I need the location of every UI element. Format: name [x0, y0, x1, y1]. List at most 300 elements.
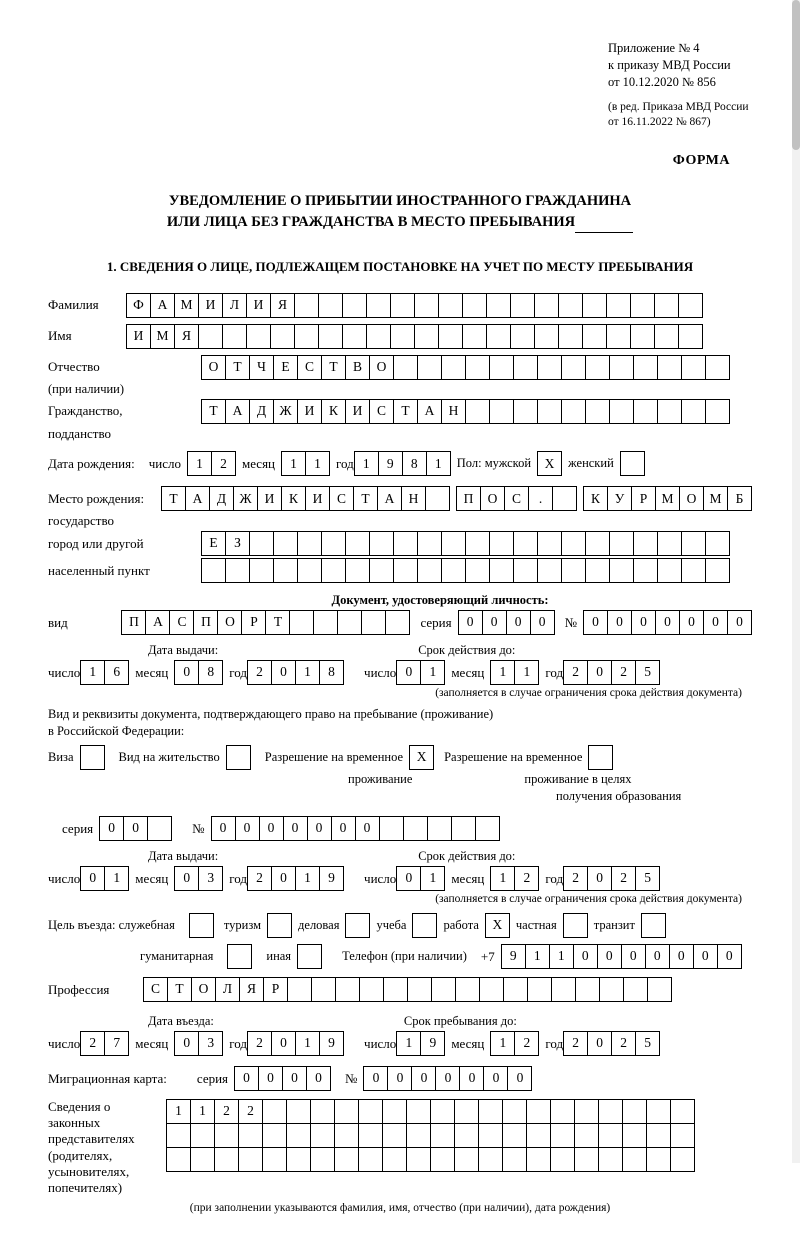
cell[interactable]: 1	[426, 451, 451, 476]
cell[interactable]	[510, 293, 535, 318]
edu-permit-checkbox[interactable]	[588, 745, 613, 770]
cell[interactable]	[342, 293, 367, 318]
cell[interactable]	[465, 399, 490, 424]
cell[interactable]: 0	[587, 660, 612, 685]
cell[interactable]	[465, 531, 490, 556]
cell[interactable]	[310, 1147, 335, 1172]
cell[interactable]: 1	[514, 660, 539, 685]
cell[interactable]: 0	[506, 610, 531, 635]
cell[interactable]	[486, 293, 511, 318]
cell[interactable]: 0	[631, 610, 656, 635]
cell[interactable]	[526, 1147, 551, 1172]
cell[interactable]: Н	[401, 486, 426, 511]
cell[interactable]: Х	[537, 451, 562, 476]
cell[interactable]	[550, 1147, 575, 1172]
cell[interactable]	[294, 293, 319, 318]
cell[interactable]	[654, 293, 679, 318]
cell[interactable]	[417, 558, 442, 583]
cell[interactable]: 0	[411, 1066, 436, 1091]
purpose-other-checkbox[interactable]	[297, 944, 322, 969]
cell[interactable]	[585, 531, 610, 556]
cell[interactable]	[678, 293, 703, 318]
cell[interactable]: 8	[402, 451, 427, 476]
cell[interactable]	[551, 977, 576, 1002]
permit-valid-month-input[interactable]	[490, 866, 539, 891]
cell[interactable]: И	[246, 293, 271, 318]
cell[interactable]	[297, 558, 322, 583]
cell[interactable]	[406, 1147, 431, 1172]
cell[interactable]	[358, 1147, 383, 1172]
cell[interactable]: О	[201, 355, 226, 380]
cell[interactable]	[454, 1147, 479, 1172]
cell[interactable]: Л	[215, 977, 240, 1002]
cell[interactable]: Т	[167, 977, 192, 1002]
cell[interactable]: 0	[123, 816, 148, 841]
cell[interactable]	[310, 1099, 335, 1124]
cell[interactable]	[609, 558, 634, 583]
cell[interactable]	[646, 1147, 671, 1172]
scrollbar[interactable]	[792, 0, 800, 1163]
cell[interactable]	[657, 355, 682, 380]
cell[interactable]: 0	[99, 816, 124, 841]
cell[interactable]	[214, 1123, 239, 1148]
cell[interactable]: 0	[271, 660, 296, 685]
cell[interactable]: 0	[727, 610, 752, 635]
cell[interactable]	[417, 531, 442, 556]
purpose-study-checkbox[interactable]	[412, 913, 437, 938]
cell[interactable]	[633, 531, 658, 556]
cell[interactable]: В	[345, 355, 370, 380]
cell[interactable]: 0	[282, 1066, 307, 1091]
cell[interactable]	[313, 610, 338, 635]
cell[interactable]: Н	[441, 399, 466, 424]
birth-day-input[interactable]	[187, 451, 236, 476]
cell[interactable]: 0	[679, 610, 704, 635]
cell[interactable]	[225, 558, 250, 583]
cell[interactable]	[478, 1147, 503, 1172]
cell[interactable]: 5	[635, 1031, 660, 1056]
cell[interactable]	[681, 399, 706, 424]
cell[interactable]	[537, 355, 562, 380]
cell[interactable]	[609, 531, 634, 556]
cell[interactable]: И	[305, 486, 330, 511]
cell[interactable]: Т	[321, 355, 346, 380]
cell[interactable]: 2	[563, 1031, 588, 1056]
citizenship-input[interactable]	[201, 399, 730, 424]
cell[interactable]: 0	[234, 1066, 259, 1091]
cell[interactable]: И	[198, 293, 223, 318]
cell[interactable]: 1	[396, 1031, 421, 1056]
cell[interactable]	[657, 399, 682, 424]
cell[interactable]: 2	[238, 1099, 263, 1124]
cell[interactable]: 9	[319, 866, 344, 891]
cell[interactable]: 0	[459, 1066, 484, 1091]
cell[interactable]: 0	[271, 866, 296, 891]
cell[interactable]: 9	[378, 451, 403, 476]
cell[interactable]	[465, 558, 490, 583]
name-input[interactable]	[126, 324, 703, 349]
cell[interactable]: К	[583, 486, 608, 511]
cell[interactable]: 1	[490, 660, 515, 685]
cell[interactable]: Т	[225, 355, 250, 380]
cell[interactable]	[226, 745, 251, 770]
id-doc-valid-year-input[interactable]	[563, 660, 660, 685]
cell[interactable]: П	[193, 610, 218, 635]
cell[interactable]	[558, 293, 583, 318]
cell[interactable]	[513, 399, 538, 424]
cell[interactable]: 0	[307, 816, 332, 841]
cell[interactable]: 2	[214, 1099, 239, 1124]
cell[interactable]	[321, 531, 346, 556]
stay-year-input[interactable]	[563, 1031, 660, 1056]
cell[interactable]: 2	[514, 1031, 539, 1056]
cell[interactable]	[335, 977, 360, 1002]
cell[interactable]: А	[377, 486, 402, 511]
cell[interactable]	[430, 1099, 455, 1124]
cell[interactable]	[366, 324, 391, 349]
cell[interactable]: А	[145, 610, 170, 635]
permit-issue-month-input[interactable]	[174, 866, 223, 891]
cell[interactable]: 0	[530, 610, 555, 635]
cell[interactable]: 8	[198, 660, 223, 685]
cell[interactable]	[582, 293, 607, 318]
cell[interactable]	[705, 531, 730, 556]
cell[interactable]	[489, 355, 514, 380]
cell[interactable]: 0	[669, 944, 694, 969]
cell[interactable]	[427, 816, 452, 841]
cell[interactable]: С	[297, 355, 322, 380]
cell[interactable]: 1	[305, 451, 330, 476]
cell[interactable]	[297, 944, 322, 969]
cell[interactable]	[609, 355, 634, 380]
cell[interactable]	[345, 531, 370, 556]
cell[interactable]	[190, 1123, 215, 1148]
purpose-humanitarian-checkbox[interactable]	[227, 944, 252, 969]
id-doc-issue-year-input[interactable]	[247, 660, 344, 685]
cell[interactable]	[561, 531, 586, 556]
cell[interactable]: 0	[387, 1066, 412, 1091]
cell[interactable]	[681, 355, 706, 380]
cell[interactable]: 0	[717, 944, 742, 969]
cell-group[interactable]	[161, 486, 450, 511]
cell[interactable]	[513, 531, 538, 556]
cell[interactable]	[297, 531, 322, 556]
cell[interactable]: Л	[222, 293, 247, 318]
cell[interactable]	[425, 486, 450, 511]
cell[interactable]: 2	[611, 866, 636, 891]
cell[interactable]	[462, 324, 487, 349]
cell[interactable]	[311, 977, 336, 1002]
cell[interactable]: 0	[645, 944, 670, 969]
cell[interactable]	[414, 324, 439, 349]
cell[interactable]: М	[703, 486, 728, 511]
cell[interactable]	[358, 1099, 383, 1124]
cell[interactable]: Я	[270, 293, 295, 318]
cell[interactable]: 2	[211, 451, 236, 476]
purpose-business-checkbox[interactable]	[345, 913, 370, 938]
cell[interactable]: 0	[693, 944, 718, 969]
cell[interactable]: А	[417, 399, 442, 424]
cell[interactable]	[513, 355, 538, 380]
cell[interactable]	[630, 293, 655, 318]
cell[interactable]	[465, 355, 490, 380]
permit-series-input[interactable]	[99, 816, 172, 841]
cell[interactable]	[678, 324, 703, 349]
cell[interactable]: 3	[198, 866, 223, 891]
cell[interactable]	[407, 977, 432, 1002]
cell[interactable]: 0	[80, 866, 105, 891]
stay-month-input[interactable]	[490, 1031, 539, 1056]
entry-year-input[interactable]	[247, 1031, 344, 1056]
cell[interactable]	[705, 558, 730, 583]
cell[interactable]: 0	[259, 816, 284, 841]
cell[interactable]	[383, 977, 408, 1002]
cell[interactable]: 0	[211, 816, 236, 841]
cell[interactable]: Т	[201, 399, 226, 424]
cell[interactable]	[262, 1099, 287, 1124]
cell[interactable]: 0	[573, 944, 598, 969]
representatives-row-2-input[interactable]	[166, 1123, 695, 1148]
cell[interactable]	[537, 399, 562, 424]
cell[interactable]: Т	[393, 399, 418, 424]
cell[interactable]	[606, 293, 631, 318]
cell[interactable]	[441, 531, 466, 556]
cell[interactable]: 0	[483, 1066, 508, 1091]
cell[interactable]: 2	[611, 1031, 636, 1056]
cell[interactable]	[262, 1147, 287, 1172]
cell[interactable]	[620, 451, 645, 476]
cell[interactable]: К	[321, 399, 346, 424]
birthplace-city-input[interactable]	[201, 531, 730, 556]
purpose-work-checkbox[interactable]	[485, 913, 510, 938]
cell[interactable]: Р	[631, 486, 656, 511]
cell[interactable]	[486, 324, 511, 349]
cell[interactable]	[454, 1123, 479, 1148]
cell[interactable]	[403, 816, 428, 841]
id-doc-kind-input[interactable]	[121, 610, 410, 635]
cell[interactable]: О	[369, 355, 394, 380]
cell[interactable]	[201, 558, 226, 583]
cell[interactable]	[286, 1147, 311, 1172]
cell[interactable]	[334, 1147, 359, 1172]
cell[interactable]	[321, 558, 346, 583]
cell[interactable]	[430, 1147, 455, 1172]
stay-day-input[interactable]	[396, 1031, 445, 1056]
cell[interactable]	[334, 1123, 359, 1148]
cell[interactable]	[478, 1099, 503, 1124]
cell[interactable]: А	[150, 293, 175, 318]
cell[interactable]	[286, 1099, 311, 1124]
id-doc-series-input[interactable]	[458, 610, 555, 635]
cell[interactable]	[406, 1099, 431, 1124]
cell[interactable]	[489, 399, 514, 424]
cell[interactable]: 2	[247, 866, 272, 891]
cell[interactable]: 1	[295, 660, 320, 685]
cell[interactable]	[431, 977, 456, 1002]
cell[interactable]: 0	[655, 610, 680, 635]
cell[interactable]: Ч	[249, 355, 274, 380]
cell[interactable]: 0	[435, 1066, 460, 1091]
cell[interactable]	[262, 1123, 287, 1148]
cell[interactable]	[382, 1147, 407, 1172]
cell[interactable]	[598, 1123, 623, 1148]
cell[interactable]	[622, 1147, 647, 1172]
cell[interactable]	[537, 531, 562, 556]
cell[interactable]: Я	[174, 324, 199, 349]
cell[interactable]: А	[185, 486, 210, 511]
cell[interactable]: О	[679, 486, 704, 511]
cell[interactable]	[526, 1123, 551, 1148]
cell[interactable]	[287, 977, 312, 1002]
cell[interactable]	[412, 913, 437, 938]
cell[interactable]: М	[655, 486, 680, 511]
cell[interactable]	[385, 610, 410, 635]
cell[interactable]: 2	[611, 660, 636, 685]
cell[interactable]	[599, 977, 624, 1002]
cell[interactable]	[513, 558, 538, 583]
cell[interactable]	[267, 913, 292, 938]
cell[interactable]: 0	[306, 1066, 331, 1091]
cell[interactable]: 1	[281, 451, 306, 476]
cell[interactable]	[438, 324, 463, 349]
cell[interactable]	[359, 977, 384, 1002]
cell[interactable]	[563, 913, 588, 938]
cell[interactable]	[633, 399, 658, 424]
cell[interactable]: 0	[235, 816, 260, 841]
cell[interactable]	[189, 913, 214, 938]
cell[interactable]: А	[225, 399, 250, 424]
cell[interactable]	[462, 293, 487, 318]
cell[interactable]: З	[225, 531, 250, 556]
cell[interactable]: 0	[174, 660, 199, 685]
cell[interactable]	[526, 1099, 551, 1124]
cell[interactable]: 1	[295, 1031, 320, 1056]
cell[interactable]	[455, 977, 480, 1002]
cell[interactable]	[646, 1099, 671, 1124]
cell[interactable]: 9	[319, 1031, 344, 1056]
cell[interactable]	[369, 531, 394, 556]
permit-valid-day-input[interactable]	[396, 866, 445, 891]
cell[interactable]	[358, 1123, 383, 1148]
cell[interactable]	[475, 816, 500, 841]
cell[interactable]: Е	[273, 355, 298, 380]
cell[interactable]: О	[217, 610, 242, 635]
cell[interactable]: 1	[354, 451, 379, 476]
cell[interactable]: Д	[209, 486, 234, 511]
cell[interactable]	[289, 610, 314, 635]
cell[interactable]	[527, 977, 552, 1002]
cell[interactable]	[454, 1099, 479, 1124]
cell[interactable]: 0	[396, 866, 421, 891]
cell[interactable]	[286, 1123, 311, 1148]
cell[interactable]	[393, 355, 418, 380]
cell[interactable]: 1	[295, 866, 320, 891]
cell[interactable]: 0	[355, 816, 380, 841]
cell[interactable]	[393, 531, 418, 556]
cell[interactable]	[190, 1147, 215, 1172]
purpose-transit-checkbox[interactable]	[641, 913, 666, 938]
cell[interactable]: И	[257, 486, 282, 511]
cell[interactable]	[705, 399, 730, 424]
cell[interactable]	[478, 1123, 503, 1148]
cell[interactable]: М	[150, 324, 175, 349]
cell[interactable]	[382, 1099, 407, 1124]
cell[interactable]	[641, 913, 666, 938]
cell[interactable]	[575, 977, 600, 1002]
cell[interactable]	[382, 1123, 407, 1148]
cell[interactable]	[585, 558, 610, 583]
cell[interactable]	[503, 977, 528, 1002]
birthplace-country-input[interactable]	[161, 486, 752, 511]
cell[interactable]: 0	[396, 660, 421, 685]
scrollbar-thumb[interactable]	[792, 0, 800, 150]
cell[interactable]	[502, 1123, 527, 1148]
cell[interactable]	[670, 1099, 695, 1124]
cell[interactable]	[222, 324, 247, 349]
cell[interactable]	[657, 531, 682, 556]
cell[interactable]: 0	[587, 1031, 612, 1056]
cell[interactable]: 1	[525, 944, 550, 969]
cell[interactable]	[294, 324, 319, 349]
cell[interactable]	[214, 1147, 239, 1172]
permit-issue-day-input[interactable]	[80, 866, 129, 891]
cell[interactable]: 0	[607, 610, 632, 635]
cell[interactable]: 0	[482, 610, 507, 635]
cell[interactable]: И	[345, 399, 370, 424]
cell[interactable]	[390, 324, 415, 349]
id-doc-valid-month-input[interactable]	[490, 660, 539, 685]
cell[interactable]: 5	[635, 660, 660, 685]
cell[interactable]: 0	[331, 816, 356, 841]
cell[interactable]: 2	[247, 660, 272, 685]
cell[interactable]: 2	[563, 866, 588, 891]
cell[interactable]	[406, 1123, 431, 1148]
profession-input[interactable]	[143, 977, 672, 1002]
sex-female-checkbox[interactable]	[620, 451, 645, 476]
cell[interactable]	[337, 610, 362, 635]
cell[interactable]: О	[480, 486, 505, 511]
cell[interactable]	[414, 293, 439, 318]
cell[interactable]: 0	[597, 944, 622, 969]
cell[interactable]: 1	[104, 866, 129, 891]
cell[interactable]	[574, 1147, 599, 1172]
cell[interactable]: 1	[187, 451, 212, 476]
cell[interactable]: 0	[703, 610, 728, 635]
representatives-row-1-input[interactable]	[166, 1099, 695, 1124]
cell[interactable]: Х	[485, 913, 510, 938]
cell[interactable]	[361, 610, 386, 635]
cell[interactable]	[574, 1123, 599, 1148]
cell[interactable]: 0	[363, 1066, 388, 1091]
cell[interactable]	[585, 355, 610, 380]
sex-male-checkbox[interactable]	[537, 451, 562, 476]
cell[interactable]	[606, 324, 631, 349]
cell[interactable]	[502, 1099, 527, 1124]
cell[interactable]: Ф	[126, 293, 151, 318]
cell[interactable]	[582, 324, 607, 349]
cell[interactable]: Р	[263, 977, 288, 1002]
birth-month-input[interactable]	[281, 451, 330, 476]
entry-day-input[interactable]	[80, 1031, 129, 1056]
cell[interactable]: К	[281, 486, 306, 511]
cell[interactable]	[574, 1099, 599, 1124]
cell[interactable]	[379, 816, 404, 841]
cell[interactable]	[246, 324, 271, 349]
cell[interactable]	[198, 324, 223, 349]
purpose-tourism-checkbox[interactable]	[267, 913, 292, 938]
cell[interactable]: П	[456, 486, 481, 511]
cell[interactable]: О	[191, 977, 216, 1002]
